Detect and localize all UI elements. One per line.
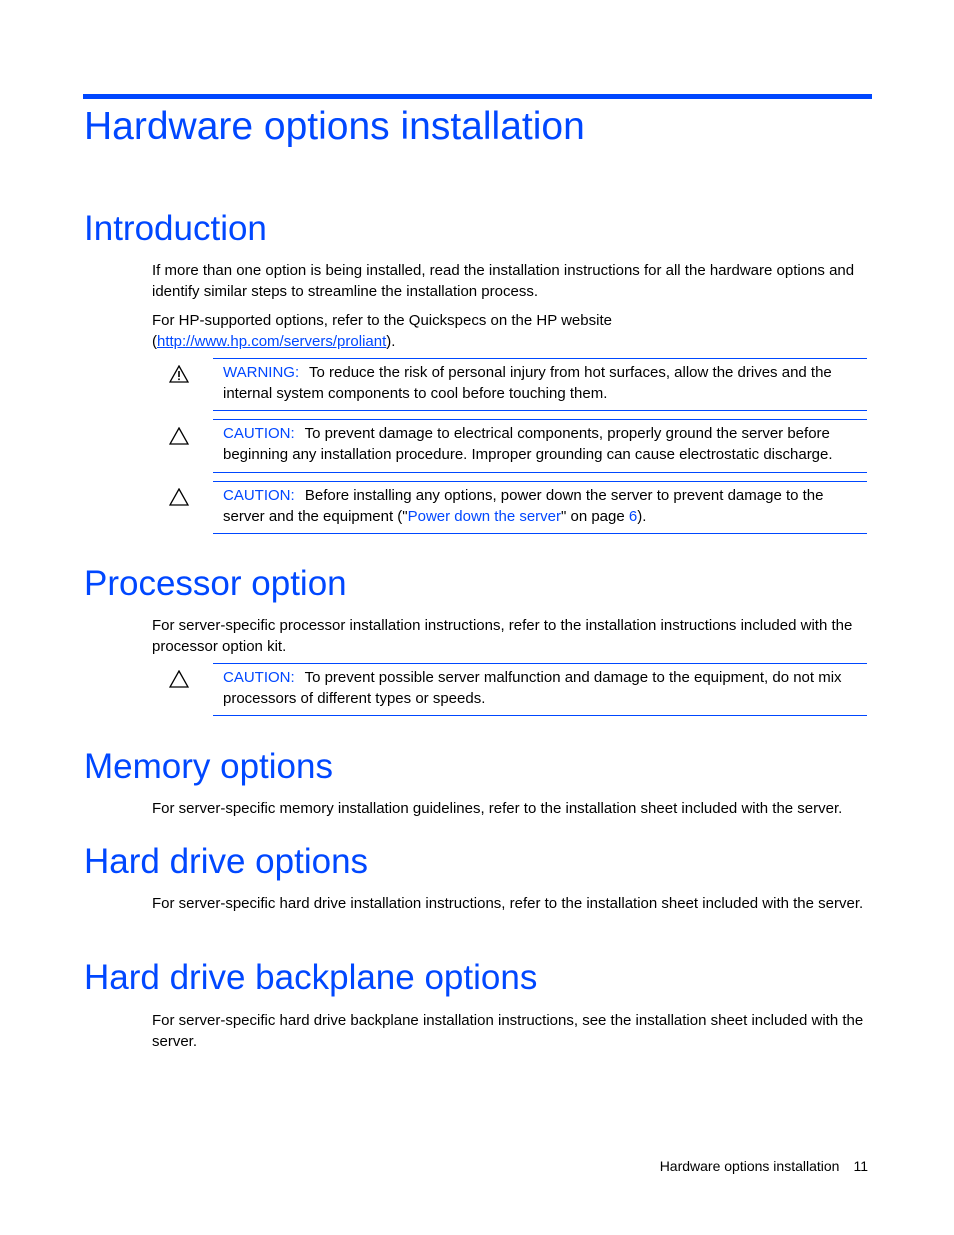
footer-section-title: Hardware options installation xyxy=(659,1158,840,1174)
heading-introduction: Introduction xyxy=(84,209,267,248)
caution-note-processor xyxy=(213,663,867,716)
caution-text-middle: " on page xyxy=(561,508,629,525)
caution-note-grounding xyxy=(213,419,867,473)
caution-text-before: Before installing any options, power down the server to prevent damage to the server and the equipment (" xyxy=(223,487,824,525)
link-close-paren: ). xyxy=(386,333,396,350)
caution-text-after: ). xyxy=(637,508,647,525)
page-title: Hardware options installation xyxy=(84,105,585,148)
caution-icon xyxy=(169,488,189,506)
caution-label: CAUTION: xyxy=(223,425,295,442)
heading-hard-drive: Hard drive options xyxy=(84,842,369,881)
memory-paragraph: For server-specific memory installation guidelines, refer to the installation sheet included with the server. xyxy=(152,800,843,817)
caution-note-power-down xyxy=(213,481,867,534)
caution-text: To prevent damage to electrical components, properly ground the server before beginning any installation procedure. Improper grounding can cause electrostatic discharge. xyxy=(223,425,833,463)
warning-note xyxy=(213,358,867,411)
heading-memory: Memory options xyxy=(84,747,333,786)
processor-paragraph: For server-specific processor installation instructions, refer to the installation instructions included with the processor option kit. xyxy=(152,617,853,655)
page-number: 11 xyxy=(853,1158,868,1174)
page-footer xyxy=(660,1158,868,1174)
heading-processor: Processor option xyxy=(84,564,347,603)
warning-icon xyxy=(169,365,189,383)
warning-text: To reduce the risk of personal injury from hot surfaces, allow the drives and the internal system components to cool before touching them. xyxy=(223,364,832,402)
heading-backplane: Hard drive backplane options xyxy=(84,958,538,997)
caution-label: CAUTION: xyxy=(223,487,295,504)
caution-label: CAUTION: xyxy=(223,669,295,686)
intro-paragraph-1: If more than one option is being installed, read the installation instructions for all the hardware options and identify similar steps to streamline the installation process. xyxy=(152,262,855,300)
title-rule xyxy=(83,94,872,99)
link-open-paren: ( xyxy=(152,333,157,350)
backplane-paragraph: For server-specific hard drive backplane installation instructions, see the installation sheet included with the server. xyxy=(152,1012,864,1050)
caution-icon xyxy=(169,427,189,445)
power-down-link[interactable]: Power down the server xyxy=(407,508,561,525)
caution-text: To prevent possible server malfunction and damage to the equipment, do not mix processors of different types or speeds. xyxy=(223,669,842,707)
intro-paragraph-2-text: For HP-supported options, refer to the Quickspecs on the HP website xyxy=(152,312,612,329)
hard-drive-paragraph: For server-specific hard drive installation instructions, refer to the installation sheet included with the server. xyxy=(152,895,864,912)
page-6-link[interactable]: 6 xyxy=(628,508,638,525)
warning-label: WARNING: xyxy=(223,364,300,381)
caution-icon xyxy=(169,670,189,688)
intro-paragraph-2 xyxy=(152,310,864,352)
hp-website-link[interactable]: http://www.hp.com/servers/proliant xyxy=(157,333,387,350)
